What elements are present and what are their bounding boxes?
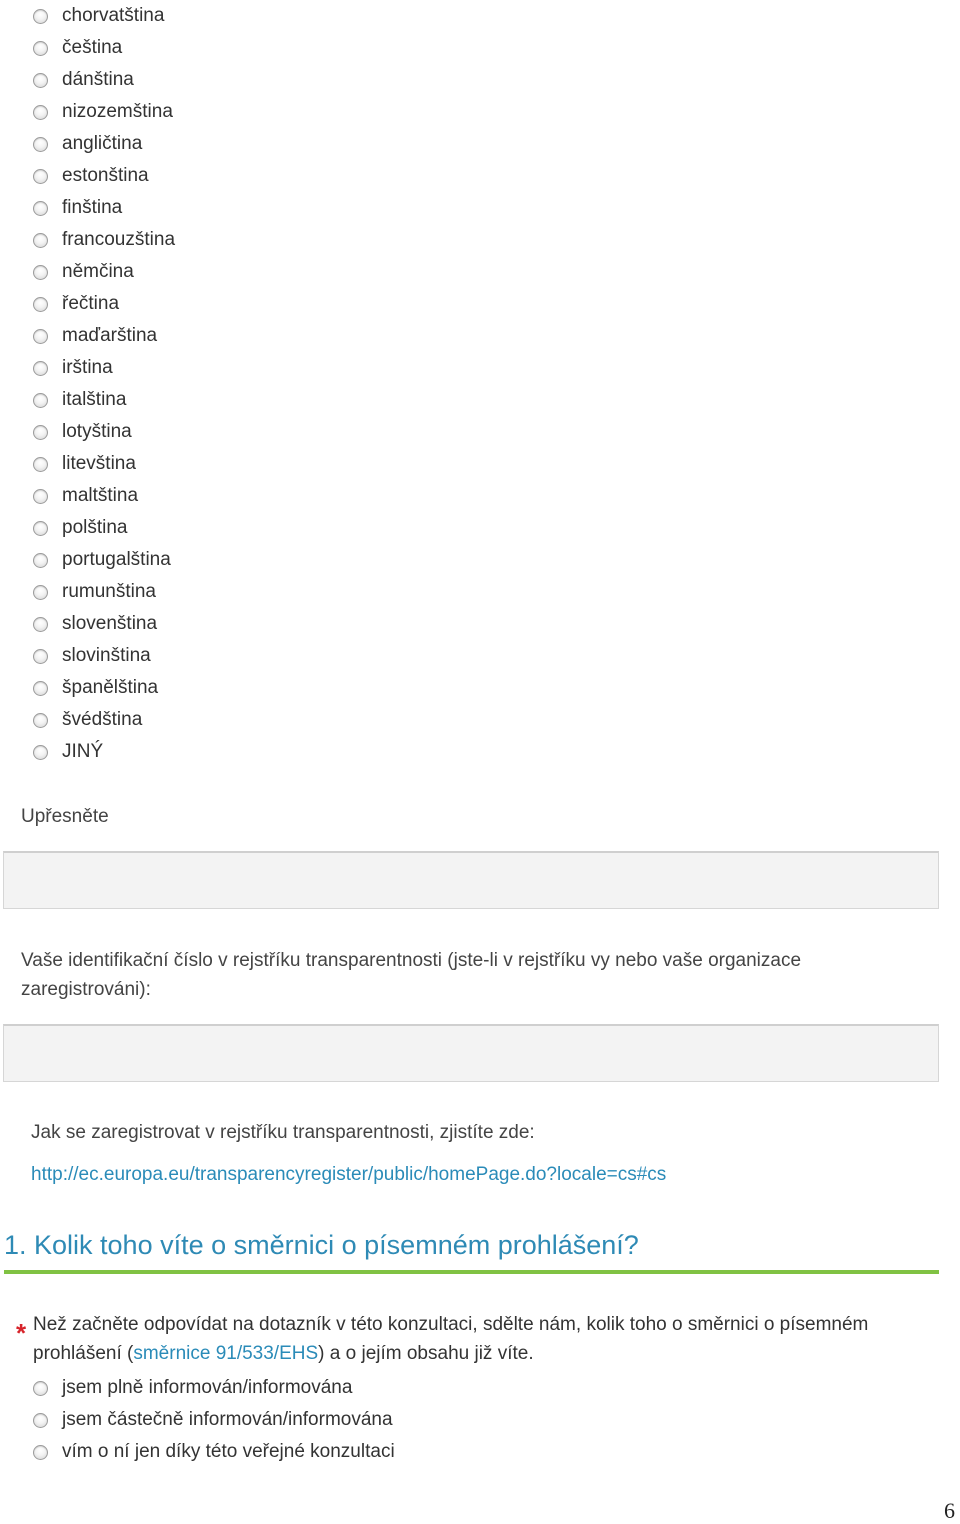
question-text-after: ) a o jejím obsahu již víte. — [318, 1343, 534, 1364]
language-option[interactable] — [33, 704, 175, 736]
radio-button[interactable] — [33, 457, 48, 472]
registry-id-label: Vaše identifikační číslo v rejstříku transparentnosti (jste-li v rejstříku vy nebo vaše organizace zaregistrováni): — [21, 950, 802, 1000]
language-options — [33, 0, 175, 768]
language-option[interactable] — [33, 96, 175, 128]
radio-button[interactable] — [33, 489, 48, 504]
language-label: řečtina — [62, 293, 120, 314]
radio-button[interactable] — [33, 9, 48, 24]
language-option[interactable] — [33, 672, 175, 704]
answer-options — [33, 1372, 395, 1468]
language-option[interactable] — [33, 320, 175, 352]
radio-button[interactable] — [33, 425, 48, 440]
language-label: slovenština — [62, 613, 158, 634]
radio-button[interactable] — [33, 1413, 48, 1428]
language-label: italština — [62, 389, 127, 410]
language-option[interactable] — [33, 192, 175, 224]
language-option[interactable] — [33, 256, 175, 288]
radio-button[interactable] — [33, 681, 48, 696]
language-label: slovinština — [62, 645, 151, 666]
radio-button[interactable] — [33, 41, 48, 56]
registry-link[interactable]: http://ec.europa.eu/transparencyregister/public/homePage.do?locale=cs#cs — [31, 1164, 667, 1185]
radio-button[interactable] — [33, 521, 48, 536]
registry-info-text: Jak se zaregistrovat v rejstříku transparentnosti, zjistíte zde: — [31, 1122, 535, 1143]
language-option[interactable] — [33, 288, 175, 320]
language-option[interactable] — [33, 32, 175, 64]
language-option[interactable] — [33, 384, 175, 416]
language-option[interactable] — [33, 736, 175, 768]
language-option[interactable] — [33, 64, 175, 96]
language-label: rumunština — [62, 581, 156, 602]
answer-label: jsem plně informován/informována — [62, 1377, 353, 1398]
section-divider — [4, 1270, 939, 1274]
answer-option[interactable] — [33, 1372, 395, 1404]
language-label: chorvatština — [62, 5, 165, 26]
language-option[interactable] — [33, 352, 175, 384]
radio-button[interactable] — [33, 361, 48, 376]
language-option[interactable] — [33, 224, 175, 256]
language-label: francouzština — [62, 229, 176, 250]
language-label: maďarština — [62, 325, 158, 346]
radio-button[interactable] — [33, 329, 48, 344]
radio-button[interactable] — [33, 297, 48, 312]
section-title: 1. Kolik toho víte o směrnici o písemném prohlášení? — [4, 1230, 639, 1260]
language-label: čeština — [62, 37, 123, 58]
radio-button[interactable] — [33, 393, 48, 408]
required-marker: * — [16, 1318, 27, 1348]
language-option[interactable] — [33, 512, 175, 544]
radio-button[interactable] — [33, 649, 48, 664]
radio-button[interactable] — [33, 201, 48, 216]
language-option[interactable] — [33, 640, 175, 672]
question-text-before: Než začněte odpovídat na dotazník v této konzultaci, sdělte nám, kolik toho o směrnici o písemném prohlášení ( — [33, 1314, 869, 1364]
language-label: nizozemština — [62, 101, 173, 122]
language-option[interactable] — [33, 0, 175, 32]
language-option[interactable] — [33, 448, 175, 480]
language-label: španělština — [62, 677, 159, 698]
language-label: finština — [62, 197, 123, 218]
answer-option[interactable] — [33, 1436, 395, 1468]
radio-button[interactable] — [33, 265, 48, 280]
language-option[interactable] — [33, 576, 175, 608]
radio-button[interactable] — [33, 105, 48, 120]
language-option[interactable] — [33, 480, 175, 512]
specify-label: Upřesněte — [21, 806, 109, 827]
question-text — [33, 1310, 933, 1368]
answer-option[interactable] — [33, 1404, 395, 1436]
language-label: dánština — [62, 69, 134, 90]
language-option[interactable] — [33, 544, 175, 576]
language-label: lotyština — [62, 421, 132, 442]
radio-button[interactable] — [33, 553, 48, 568]
language-label: irština — [62, 357, 113, 378]
language-label: portugalština — [62, 549, 171, 570]
specify-input[interactable] — [3, 851, 939, 909]
radio-button[interactable] — [33, 713, 48, 728]
language-label: němčina — [62, 261, 134, 282]
answer-label: vím o ní jen díky této veřejné konzultaci — [62, 1441, 395, 1462]
directive-link[interactable]: směrnice 91/533/EHS — [133, 1343, 319, 1364]
radio-button[interactable] — [33, 1381, 48, 1396]
language-label: estonština — [62, 165, 149, 186]
language-option[interactable] — [33, 160, 175, 192]
radio-button[interactable] — [33, 1445, 48, 1460]
radio-button[interactable] — [33, 585, 48, 600]
language-option[interactable] — [33, 608, 175, 640]
language-label: polština — [62, 517, 128, 538]
answer-label: jsem částečně informován/informována — [62, 1409, 393, 1430]
radio-button[interactable] — [33, 73, 48, 88]
language-option[interactable] — [33, 416, 175, 448]
language-label: švédština — [62, 709, 143, 730]
page-number: 6 — [944, 1498, 955, 1523]
radio-button[interactable] — [33, 745, 48, 760]
language-label: angličtina — [62, 133, 143, 154]
registry-id-input[interactable] — [3, 1024, 939, 1082]
radio-button[interactable] — [33, 233, 48, 248]
language-option[interactable] — [33, 128, 175, 160]
language-label: maltština — [62, 485, 139, 506]
radio-button[interactable] — [33, 617, 48, 632]
language-label: litevština — [62, 453, 136, 474]
language-label: JINÝ — [62, 741, 104, 762]
radio-button[interactable] — [33, 137, 48, 152]
radio-button[interactable] — [33, 169, 48, 184]
